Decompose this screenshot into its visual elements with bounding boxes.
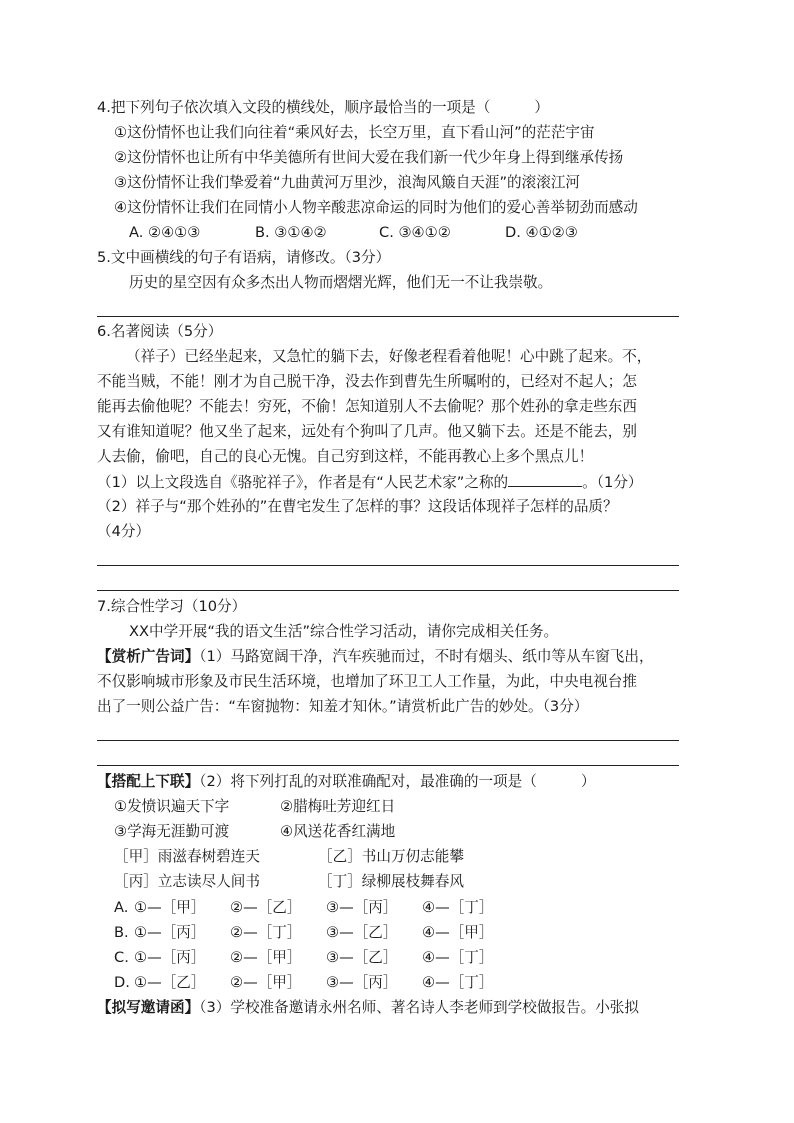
q7-ad-answer-line-1 [97, 740, 679, 741]
q5-sentence: 历史的星空因有众多杰出人物而熠熠光辉，他们无一不让我崇敬。 [129, 274, 553, 291]
q7-ad-answer-line-2 [97, 765, 679, 766]
q7-couplet-stem: 【搭配上下联】（2）将下列打乱的对联准确配对，最准确的一项是（ ） [97, 773, 596, 790]
couplet-down-row-1 [114, 847, 464, 867]
q7-ad-line-3: 出了一则公益广告：“车窗抛物：知羞才知休。”请赏析此广告的妙处。（3分） [97, 698, 589, 715]
couplet-down-bing: ［丙］立志读尽人间书 [114, 873, 260, 890]
q7-ad-line-1: 【赏析广告词】（1）马路宽阔干净，汽车疾驰而过，不时有烟头、纸巾等从车窗飞出， [97, 648, 654, 665]
q4-item-1: ①这份情怀也让我们向往着“乘风好去，长空万里，直下看山河”的茫茫宇宙 [114, 124, 595, 141]
q6-passage-line-4: 又有谁知道呢？他又坐了起来，远处有个狗叫了几声。他又躺下去。还是不能去，别 [97, 423, 637, 440]
q7-ad-line-2: 不仅影响城市形象及市民生活环境，也增加了环卫工人工作量，为此，中央电视台推 [97, 673, 637, 690]
couplet-option-c: C. ①—［丙］ ②—［甲］ ③—［乙］ ④—［丁］ [114, 949, 494, 966]
q4-option-a: A. ②④①③ [129, 224, 201, 241]
q4-item-4: ④这份情怀让我们在同情小人物辛酸悲凉命运的同时为他们的爱心善举韧劲而感动 [114, 199, 638, 216]
q6-sub2-line-2: （4分） [97, 523, 151, 540]
q6-passage-line-5: 人去偷，偷吧，自己的良心无愧。自己穷到这样，不能再教心上多个黑点儿！ [97, 448, 594, 465]
couplet-up-row-1 [114, 797, 395, 817]
q7-invite-line: 【拟写邀请函】（3）学校准备邀请永州名师、著名诗人李老师到学校做报告。小张拟 [97, 999, 639, 1016]
couplet-down-yi: ［乙］书山万仞志能攀 [318, 848, 464, 865]
q7-intro: XX中学开展“我的语文生活”综合性学习活动，请你完成相关任务。 [129, 623, 559, 640]
q6-answer-line-2 [97, 590, 679, 591]
q4-options [129, 223, 578, 243]
q4-item-2: ②这份情怀也让所有中华美德所有世间大爱在我们新一代少年身上得到继承传扬 [114, 149, 624, 166]
couplet-option-b: B. ①—［丙］ ②—［丁］ ③—［乙］ ④—［甲］ [114, 924, 494, 941]
couplet-up-2: ②腊梅吐芳迎红日 [280, 798, 396, 815]
couplet-option-a: A. ①—［甲］ ②—［乙］ ③—［丙］ ④—［丁］ [114, 899, 494, 916]
q7-invite-tag: 【拟写邀请函】 [97, 999, 200, 1016]
couplet-down-ding: ［丁］绿柳展枝舞春风 [318, 873, 464, 890]
q6-passage-line-3: 能再去偷他呢？不能去！穷死，不偷！怎知道别人不去偷呢？那个姓孙的拿走些东西 [97, 398, 637, 415]
q4-stem: 4.把下列句子依次填入文段的横线处，顺序最恰当的一项是（ ） [97, 99, 549, 116]
q6-sub1: （1）以上文段选自《骆驼祥子》，作者是有“人民艺术家”之称的 。（1分） [97, 474, 643, 491]
q4-option-b: B. ③①④② [255, 224, 327, 241]
couplet-up-3: ③学海无涯勤可渡 [114, 823, 230, 840]
q4-option-c: C. ③④①② [379, 224, 451, 241]
q5-stem: 5.文中画横线的句子有语病，请修改。（3分） [97, 249, 391, 266]
couplet-up-1: ①发愤识遍天下字 [114, 798, 230, 815]
couplet-down-jia: ［甲］雨滋春树碧连天 [114, 848, 260, 865]
couplet-down-row-2 [114, 872, 464, 892]
q6-stem: 6.名著阅读（5分） [97, 323, 223, 340]
q7-couplet-tag: 【搭配上下联】 [97, 773, 200, 790]
q4-option-d: D. ④①②③ [505, 224, 578, 241]
q7-ad-tag: 【赏析广告词】 [97, 648, 200, 665]
q6-sub2-line-1: （2）祥子与“那个姓孙的”在曹宅发生了怎样的事？这段话体现祥子怎样的品质？ [97, 498, 618, 515]
q6-sub1-blank[interactable] [508, 472, 582, 487]
q4-item-3: ③这份情怀让我们挚爱着“九曲黄河万里沙，浪淘风簸自天涯”的滚滚江河 [114, 174, 581, 191]
q6-answer-line-1 [97, 565, 679, 566]
q6-passage-line-2: 不能当贼，不能！刚才为自己脱干净，没去作到曹先生所嘱咐的，已经对不起人；怎 [97, 373, 637, 390]
couplet-up-row-2 [114, 822, 395, 842]
couplet-option-d: D. ①—［乙］ ②—［甲］ ③—［丙］ ④—［丁］ [114, 974, 494, 991]
q7-stem: 7.综合性学习（10分） [97, 598, 247, 615]
couplet-up-4: ④风送花香红满地 [280, 823, 396, 840]
q6-passage-line-1: （祥子）已经坐起来，又急忙的躺下去，好像老程看着他呢！心中跳了起来。不， [126, 348, 652, 365]
q5-answer-line [97, 316, 679, 317]
